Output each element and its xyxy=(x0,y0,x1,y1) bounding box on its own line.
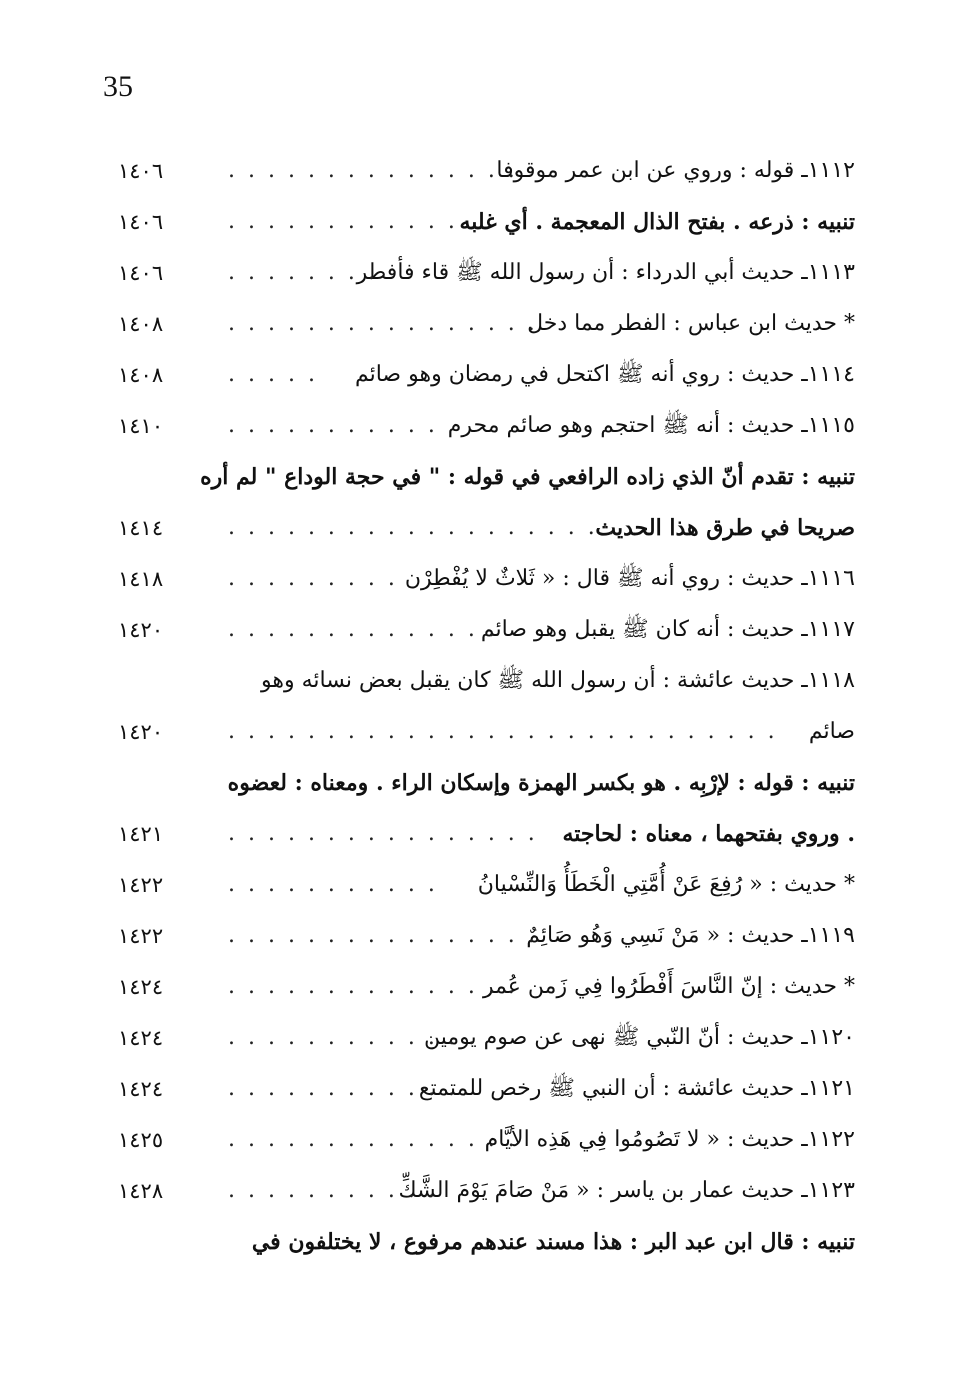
toc-leader-dots: . . . . . . . . . . . . . . . xyxy=(228,158,518,183)
toc-entry xyxy=(0,150,957,201)
toc-leader-dots: . . . . . . . . . . . . . xyxy=(228,1025,478,1050)
page-number: 35 xyxy=(103,70,133,103)
toc-entry-text: ١١١٧ـ حديث : أنه كان ﷺ يقبل وهو صائم xyxy=(480,617,855,642)
toc-entry xyxy=(0,456,957,507)
toc-entry xyxy=(0,1017,957,1068)
toc-leader-dots: . . . . . . . . xyxy=(228,260,378,285)
toc-leader-dots: . . . . . . . . . . . . . . . . xyxy=(228,821,538,846)
toc-entry-page: ١٤٢٢ xyxy=(118,873,164,897)
toc-entry xyxy=(0,915,957,966)
toc-entry-text: * حديث ابن عباس : الفطر مما دخل xyxy=(527,311,855,336)
toc-entry xyxy=(0,864,957,915)
toc-entry xyxy=(0,711,957,762)
toc-entry-text: تنبيه : ذرعه . بفتح الذال المعجمة . أي غلبه xyxy=(459,209,855,235)
table-of-contents xyxy=(0,150,957,1272)
toc-entry-page: ١٤٢٨ xyxy=(118,1179,164,1203)
toc-entry-page: ١٤١٨ xyxy=(118,567,164,591)
toc-entry-text: ١١١٥ـ حديث : أنه ﷺ احتجم وهو صائم محرم xyxy=(447,413,855,438)
toc-entry xyxy=(0,1068,957,1119)
toc-entry xyxy=(0,966,957,1017)
toc-leader-dots: . . . . . . . . . xyxy=(228,566,398,591)
toc-leader-dots: . . . . . . . . . . . xyxy=(228,1178,438,1203)
toc-entry-page: ١٤٠٦ xyxy=(118,210,164,234)
toc-entry-page: ١٤١٠ xyxy=(118,414,164,438)
toc-entry xyxy=(0,303,957,354)
toc-entry-text: صريحا في طرق هذا الحديث xyxy=(595,515,855,541)
toc-entry xyxy=(0,1170,957,1221)
toc-entry-text: ١١٢٠ـ حديث : أنّ النّبي ﷺ نهى عن صوم يومين xyxy=(423,1025,855,1050)
toc-entry-text: ١١٢٣ـ حديث عمار بن ياسر : « مَنْ صَامَ يَوْمَ الشَّكِّ xyxy=(398,1178,855,1203)
toc-entry-text: . وروي بفتحهما ، معناه : لحاجته xyxy=(562,821,855,847)
toc-entry xyxy=(0,507,957,558)
toc-leader-dots: . . . . . xyxy=(228,362,318,387)
toc-entry xyxy=(0,1119,957,1170)
toc-entry xyxy=(0,201,957,252)
toc-leader-dots: . . . . . . . . . . . . . . . xyxy=(228,974,518,999)
toc-entry-text: ١١١٢ـ قوله : وروي عن ابن عمر موقوفا xyxy=(496,158,855,183)
toc-entry-text: تنبيه : قال ابن عبد البر : هذا مسند عندهم مرفوع ، لا يختلفون في xyxy=(251,1229,855,1255)
toc-entry xyxy=(0,813,957,864)
toc-entry-page: ١٤٠٦ xyxy=(118,261,164,285)
toc-entry-text: ١١٢١ـ حديث عائشة : أن النبي ﷺ رخص للمتمتع xyxy=(418,1076,855,1101)
toc-entry-text: تنبيه : تقدم أنّ الذي زاده الرافعي في قوله : " في حجة الوداع " لم أره xyxy=(200,464,855,490)
toc-leader-dots: . . . . . . . . . . . . . . . . . . . . . . . . . . . . xyxy=(228,719,778,744)
toc-entry xyxy=(0,354,957,405)
toc-entry-page: ١٤٢٠ xyxy=(118,618,164,642)
toc-entry-text: ١١١٦ـ حديث : روي أنه ﷺ قال : « ثَلاثٌ لا يُفْطِرْن xyxy=(404,566,855,591)
toc-entry xyxy=(0,405,957,456)
toc-entry-text: ١١٢٢ـ حديث : « لا تَصُومُوا فِي هَذِه الأيَّام xyxy=(484,1127,855,1152)
toc-leader-dots: . . . . . . . . . . . . . . . . . . . . xyxy=(228,515,618,540)
toc-entry-text: صائم xyxy=(808,719,855,744)
toc-entry xyxy=(0,660,957,711)
toc-entry xyxy=(0,762,957,813)
toc-entry-page: ١٤٠٨ xyxy=(118,363,164,387)
toc-entry-page: ١٤١٤ xyxy=(118,516,164,540)
toc-entry-page: ١٤٢٥ xyxy=(118,1128,164,1152)
toc-entry xyxy=(0,558,957,609)
toc-entry-page: ١٤٢٢ xyxy=(118,924,164,948)
toc-entry-page: ١٤٢٤ xyxy=(118,975,164,999)
toc-entry-text: ١١١٨ـ حديث عائشة : أن رسول الله ﷺ كان يقبل بعض نسائه وهو xyxy=(261,668,855,693)
toc-entry xyxy=(0,609,957,660)
toc-entry xyxy=(0,252,957,303)
toc-leader-dots: . . . . . . . . . . . . xyxy=(228,1076,458,1101)
toc-entry-page: ١٤٠٨ xyxy=(118,312,164,336)
toc-entry-text: ١١١٩ـ حديث : « مَنْ نَسِي وَهُو صَائِمٌ xyxy=(526,923,855,948)
toc-leader-dots: . . . . . . . . . . . . . . . . xyxy=(228,923,538,948)
toc-leader-dots: . . . . . . . . . . . . . . . . xyxy=(228,311,538,336)
toc-entry xyxy=(0,1221,957,1272)
toc-entry-text: * حديث : إنّ النَّاسَ أَفْطَرُوا فِي زَمن عُمر xyxy=(482,974,855,999)
toc-entry-text: ١١١٤ـ حديث : روي أنه ﷺ اكتحل في رمضان وهو صائم xyxy=(354,362,855,387)
toc-entry-page: ١٤٢٤ xyxy=(118,1026,164,1050)
toc-leader-dots: . . . . . . . . . . . . . . xyxy=(228,617,498,642)
toc-entry-text: ١١١٣ـ حديث أبي الدرداء : أن رسول الله ﷺ قاء فأفطر xyxy=(356,260,855,285)
toc-entry-page: ١٤٢١ xyxy=(118,822,164,846)
toc-leader-dots: . . . . . . . . . . . xyxy=(228,872,438,897)
toc-entry-page: ١٤٢٠ xyxy=(118,720,164,744)
toc-leader-dots: . . . . . . . . . . . . xyxy=(228,209,458,234)
toc-leader-dots: . . . . . . . . . . . xyxy=(228,413,438,438)
toc-leader-dots: . . . . . . . . . . . . . . . xyxy=(228,1127,518,1152)
toc-entry-page: ١٤٠٦ xyxy=(118,159,164,183)
toc-entry-page: ١٤٢٤ xyxy=(118,1077,164,1101)
toc-entry-text: * حديث : « رُفِعَ عَنْ أُمَّتِي الْخَطَأُ وَالنِّسْيانُ xyxy=(477,872,855,897)
toc-entry-text: تنبيه : قوله : لإرْبِه . هو بكسر الهمزة وإسكان الراء . ومعناه : لعضوه xyxy=(227,770,855,796)
